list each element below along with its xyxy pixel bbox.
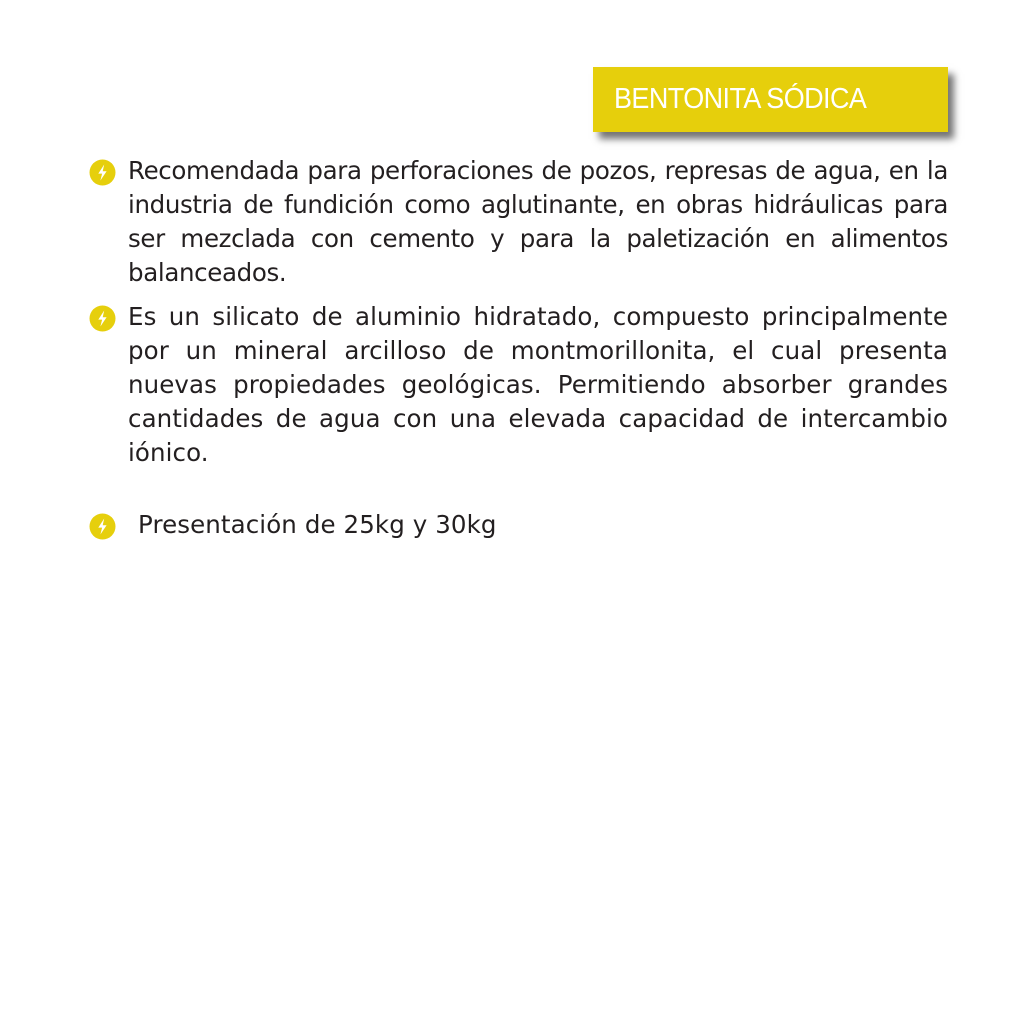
bullet-text: Recomendada para perforaciones de pozos, represas de agua, en la industria de fundición como aglutinante, en obras hidráulicas para ser mezclada con cemento y para la paletización en alimentos balanceados. — [128, 156, 948, 287]
bullet-text: Es un silicato de aluminio hidratado, compuesto principalmente por un mineral arcilloso de montmorillonita, el cual presenta nuevas propiedades geológicas. Permitiendo absorber grandes cantidades de agua con una elevada capacidad de intercambio iónico. — [128, 302, 948, 467]
lightning-bolt-icon — [89, 513, 116, 540]
bullet-text: Presentación de 25kg y 30kg — [138, 510, 497, 539]
lightning-bolt-icon — [89, 159, 116, 186]
page-title: BENTONITA SÓDICA — [614, 83, 867, 115]
lightning-bolt-icon — [89, 305, 116, 332]
title-banner — [593, 67, 948, 132]
